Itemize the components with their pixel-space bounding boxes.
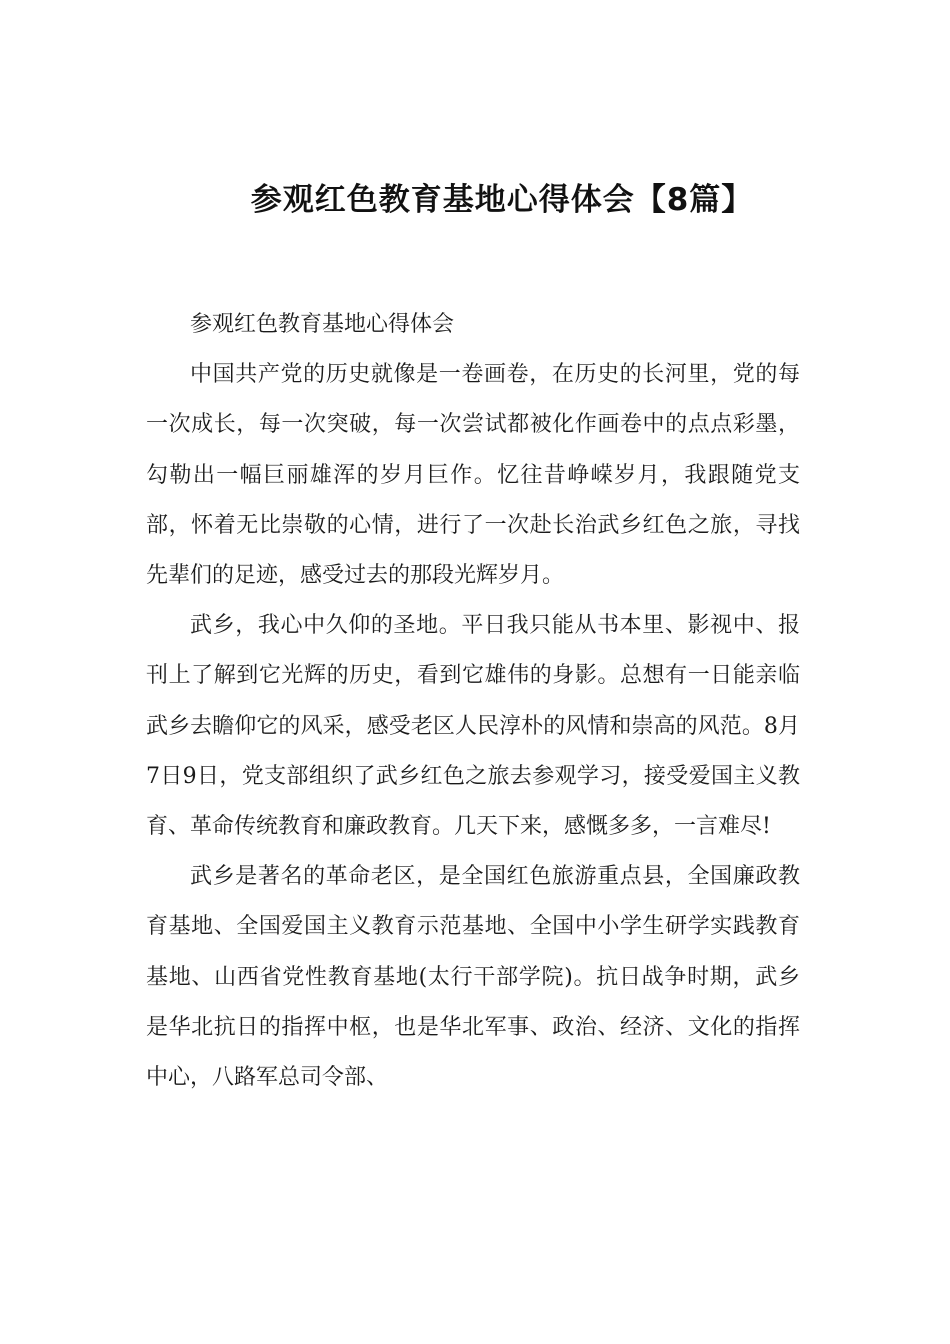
paragraph-2: 武乡，我心中久仰的圣地。平日我只能从书本里、影视中、报刊上了解到它光辉的历史，看到它雄伟的身影。总想有一日能亲临武乡去瞻仰它的风采，感受老区人民淳朴的风情和崇高的风范。8月7日9日，党支部组织了武乡红色之旅去参观学习，接受爱国主义教育、革命传统教育和廉政教育。几天下来，感慨多多，一言难尽! bbox=[146, 613, 800, 840]
document-subtitle: 参观红色教育基地心得体会 bbox=[190, 312, 455, 337]
paragraph-3: 武乡是著名的革命老区，是全国红色旅游重点县，全国廉政教育基地、全国爱国主义教育示范基地、全国中小学生研学实践教育基地、山西省党性教育基地(太行干部学院)。抗日战争时期，武乡是华北抗日的指挥中枢，也是华北军事、政治、经济、文化的指挥中心，八路军总司令部、 bbox=[146, 864, 800, 1091]
document-body bbox=[146, 300, 800, 1103]
paragraph-1: 中国共产党的历史就像是一卷画卷，在历史的长河里，党的每一次成长，每一次突破，每一次尝试都被化作画卷中的点点彩墨，勾勒出一幅巨丽雄浑的岁月巨作。忆往昔峥嵘岁月，我跟随党支部，怀着无比崇敬的心情，进行了一次赴长治武乡红色之旅，寻找先辈们的足迹，感受过去的那段光辉岁月。 bbox=[146, 362, 800, 589]
document-title: 参观红色教育基地心得体会【8篇】 bbox=[250, 182, 754, 218]
